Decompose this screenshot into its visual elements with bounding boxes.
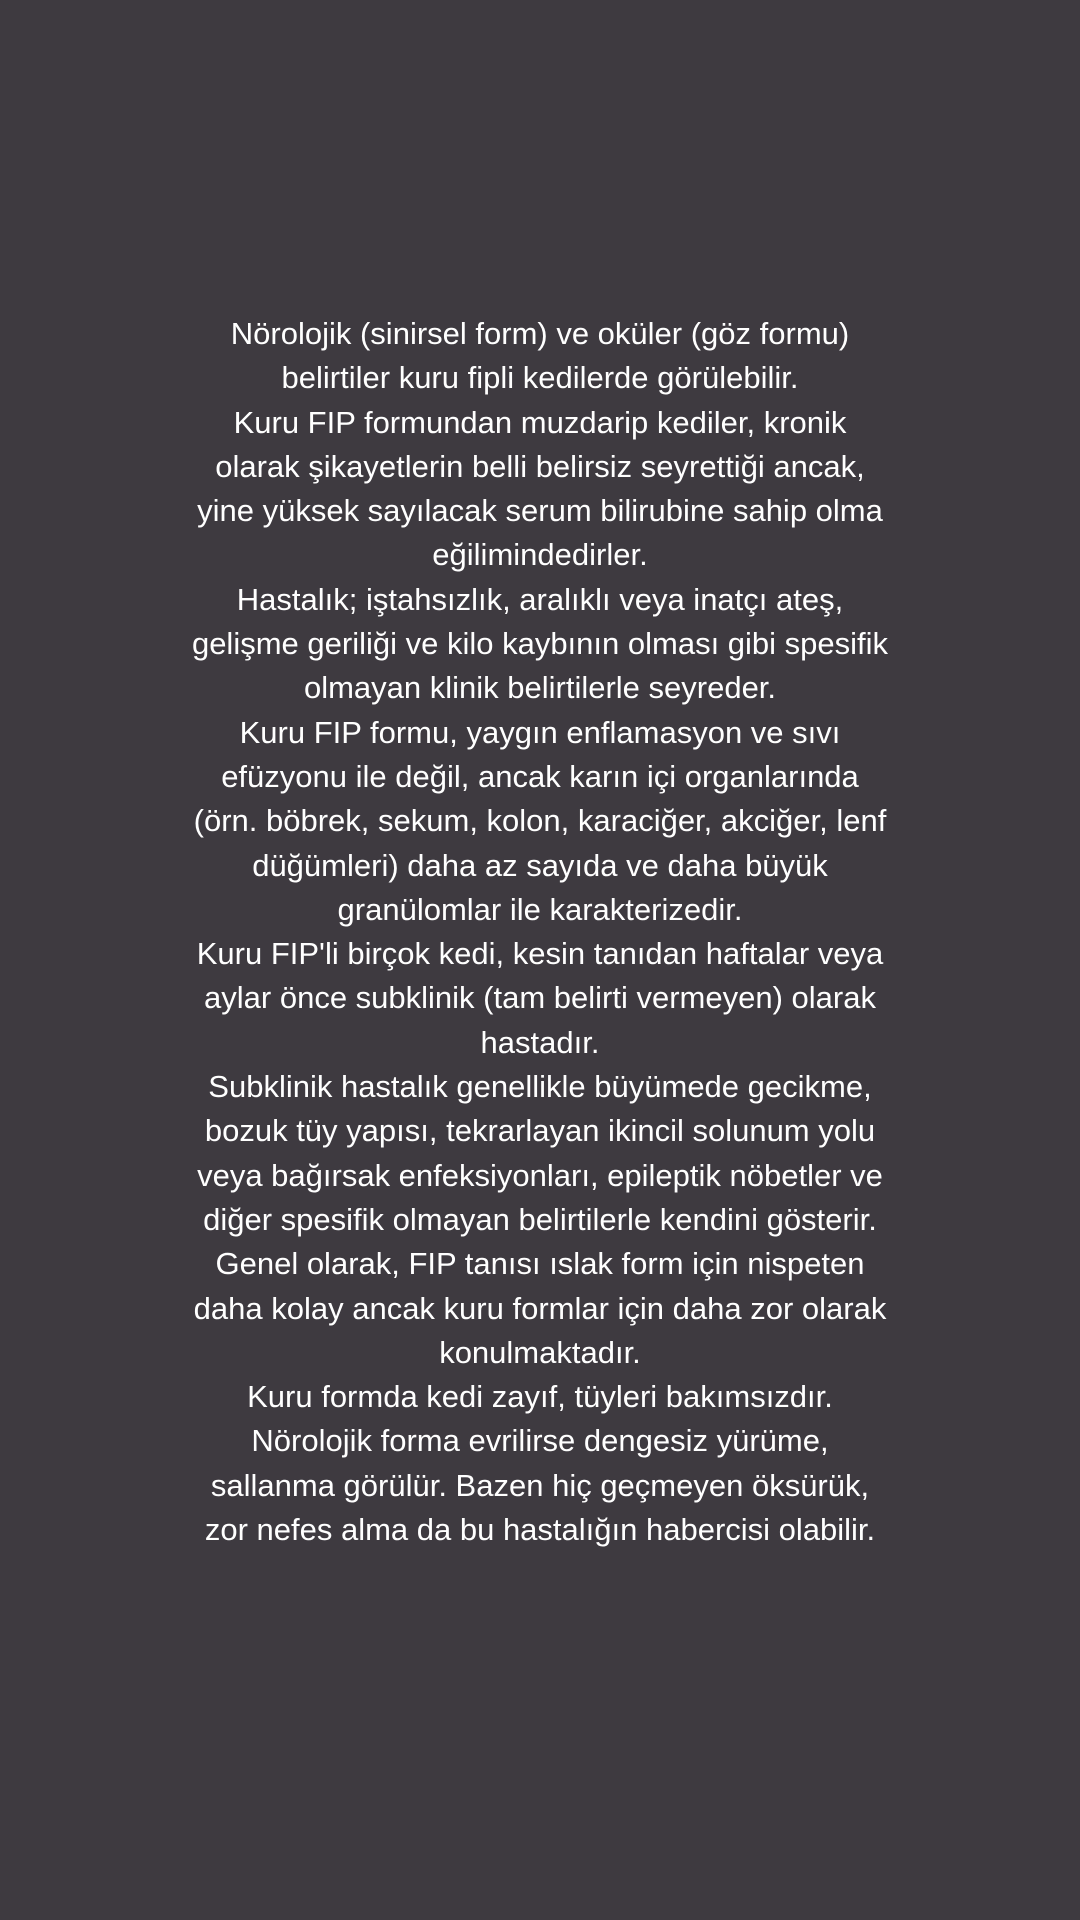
paragraph-dry-form-signs: Kuru formda kedi zayıf, tüyleri bakımsızdır. Nörolojik forma evrilirse dengesiz yürüme, sallanma görülür. Bazen hiç geçmeyen öksürük, zor nefes alma da bu hastalığın habercisi olabilir. xyxy=(204,1379,876,1548)
paragraph-subclinical: Kuru FIP'li birçok kedi, kesin tanıdan haftalar veya aylar önce subklinik (tam belirti vermeyen) olarak hastadır. xyxy=(196,936,884,1060)
paragraph-diagnosis: Genel olarak, FIP tanısı ıslak form için nispeten daha kolay ancak kuru formlar için daha zor olarak konulmaktadır. xyxy=(193,1246,887,1370)
paragraph-granulomas: Kuru FIP formu, yaygın enflamasyon ve sıvı efüzyonu ile değil, ancak karın içi organlarında (örn. böbrek, sekum, kolon, karaciğer, akciğer, lenf düğümleri) daha az sayıda ve daha büyük granülomlar ile karakterizedir. xyxy=(193,714,887,927)
paragraph-neurological-ocular: Nörolojik (sinirsel form) ve oküler (göz formu) belirtiler kuru fipli kedilerde görülebilir. xyxy=(230,316,850,396)
body-text xyxy=(190,312,890,1552)
paragraph-nonspecific-signs: Hastalık; iştahsızlık, aralıklı veya inatçı ateş, gelişme geriliği ve kilo kaybının olması gibi spesifik olmayan klinik belirtilerle seyreder. xyxy=(191,581,889,706)
paragraph-chronic-bilirubin: Kuru FIP formundan muzdarip kediler, kronik olarak şikayetlerin belli belirsiz seyrettiği ancak, yine yüksek sayılacak serum bilirubine sahip olma eğilimindedirler. xyxy=(197,404,883,573)
paragraph-subclinical-symptoms: Subklinik hastalık genellikle büyümede gecikme, bozuk tüy yapısı, tekrarlayan ikincil solunum yolu veya bağırsak enfeksiyonları, epileptik nöbetler ve diğer spesifik olmayan belirtilerle kendini gösterir. xyxy=(197,1069,883,1237)
